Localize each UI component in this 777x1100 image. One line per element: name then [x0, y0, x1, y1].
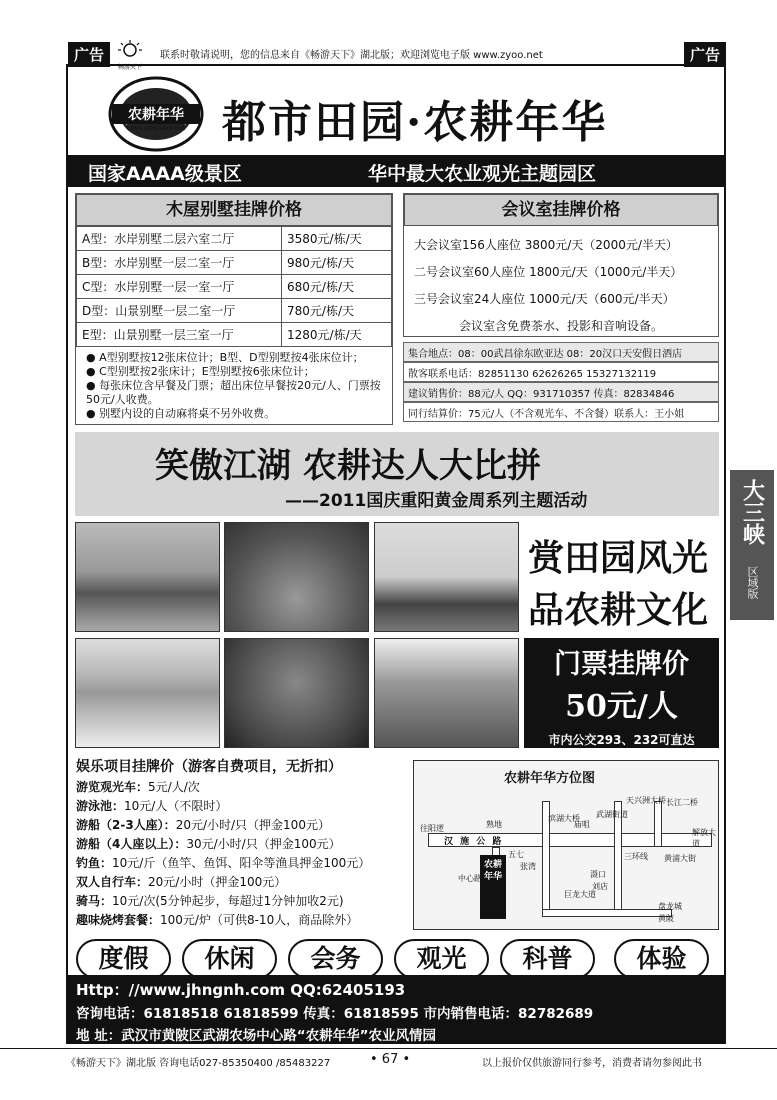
villa-section: [75, 193, 393, 425]
table-row: D型：山景别墅一层二室一厅 780元/栋/天: [77, 299, 392, 323]
meeting-section: [403, 193, 719, 337]
meeting-info: [403, 342, 719, 422]
banner-bar: [68, 155, 724, 187]
photo-vines: [224, 638, 369, 748]
photo-visitors: [374, 638, 519, 748]
logo-icon: [112, 38, 148, 71]
meeting-rows: [404, 226, 718, 346]
list-item: 建议销售价：88元/人 QQ：931710357 传真：82834846: [403, 382, 719, 402]
footer-right: 以上报价仅供旅游同行参考，消费者请勿参阅此书: [482, 1058, 702, 1069]
footer-left: 《畅游天下》湖北版 咨询电话027-85350400 /85483227: [66, 1058, 331, 1069]
table-row: C型：水岸别墅一层一室一厅 680元/栋/天: [77, 275, 392, 299]
banner-right: 华中最大农业观光主题园区: [368, 163, 597, 185]
logo-caption: 畅游天下: [117, 64, 142, 71]
brand-title: 都市田园·农耕年华: [222, 97, 608, 148]
table-row: E型：山景别墅一层三室一厅 1280元/栋/天: [77, 323, 392, 347]
ad-tag-left: 广告: [68, 42, 110, 67]
pill-conference: 会务: [288, 939, 383, 979]
table-row: A型：水岸别墅二层六室二厅 3580元/栋/天: [77, 227, 392, 251]
ticket-price: 50元/人: [565, 689, 678, 724]
list-item: 会议室含免费茶水、投影和音响设备。: [458, 319, 663, 333]
banner-left: 国家AAAA级景区: [88, 163, 242, 185]
list-item: 集合地点：08：00武昌徐东欧亚达 08：20汉口天安假日酒店: [403, 342, 719, 362]
list-item: 二号会议室60人座位 1800元/天（1000元/半天）: [414, 265, 683, 279]
region-name: 大三峡: [739, 479, 765, 545]
event-subtitle: ——2011国庆重阳黄金周系列主题活动: [285, 491, 588, 511]
photo-bull-statue: [374, 522, 519, 632]
pill-vacation: 度假: [76, 939, 171, 979]
slogan-line1: 赏田园风光: [528, 537, 709, 579]
contact-web: Http：//www.jhngnh.com QQ:62405193: [76, 981, 406, 999]
footer-rule: [0, 1048, 777, 1049]
brand-logo: [106, 74, 206, 154]
list-item: ● 别墅内设的自动麻将桌不另外收费。: [86, 407, 276, 420]
entertainment-list: [76, 778, 456, 930]
list-item: 双人自行车：20元/小时（押金100元）: [76, 875, 287, 889]
list-item: 同行结算价：75元/人（不含观光车、不含餐）联系人：王小姐: [403, 402, 719, 422]
list-item: 游船（4人座以上）：30元/小时/只（押金100元）: [76, 837, 341, 851]
list-item: ● C型别墅按2张床计；E型别墅按6张床位计；: [86, 365, 315, 378]
event-title: 笑傲江湖 农耕达人大比拼: [155, 446, 541, 486]
location-map: 农耕年华方位图 农耕年华 汉 施 公 路 往阳逻 熟地 滨湖大桥 庙咀 武湖街道 天兴洲大桥 长江二桥 解放大道 三环线 黄浦大街 中心路 张湾 五七 巨龙大道 刘店 盘龙城 黄陂 滠口: [413, 760, 719, 930]
list-item: 游览观光车：5元/人/次: [76, 780, 200, 794]
slogan-line2: 品农耕文化: [528, 589, 709, 631]
list-item: 趣味烧烤套餐：100元/炉（可供8-10人，商品除外）: [76, 913, 359, 927]
map-title: 农耕年华方位图: [504, 771, 596, 786]
list-item: 游船（2-3人座）：20元/小时/只（押金100元）: [76, 818, 330, 832]
region-tab: [730, 470, 774, 620]
page-number: • 67 •: [370, 1052, 411, 1067]
entertainment-heading: 娱乐项目挂牌价（游客自费项目，无折扣）: [76, 759, 342, 775]
list-item: 大会议室156人座位 3800元/天（2000元/半天）: [414, 238, 678, 252]
pill-sightseeing: 观光: [394, 939, 489, 979]
ad-tag-right: 广告: [684, 42, 726, 67]
map-nghh-marker: 农耕年华: [480, 855, 506, 919]
header-notice: 联系时敬请说明，您的信息来自《畅游天下》湖北版；欢迎浏览电子版 www.zyoo.net: [160, 50, 543, 61]
list-item: 三号会议室24人座位 1000元/天（600元/半天）: [414, 292, 675, 306]
photo-villas: [75, 522, 220, 632]
contact-address: 地 址：武汉市黄陂区武湖农场中心路“农耕年华”农业风情园: [76, 1028, 436, 1044]
pill-leisure: 休闲: [182, 939, 277, 979]
pill-science: 科普: [500, 939, 595, 979]
photo-pumpkins: [224, 522, 369, 632]
map-road-changjiang: [654, 801, 662, 847]
event-banner: [75, 432, 719, 516]
list-item: 钓鱼：10元/斤（鱼竿、鱼饵、阳伞等渔具押金100元）: [76, 856, 371, 870]
pill-experience: 体验: [614, 939, 709, 979]
contact-block: [68, 975, 724, 1042]
list-item: ● A型别墅按12张床位计；B型、D型别墅按4张床位计；: [86, 351, 364, 364]
villa-heading: 木屋别墅挂牌价格: [76, 194, 392, 226]
list-item: 游泳池：10元/人（不限时）: [76, 799, 228, 813]
list-item: 散客联系电话：82851130 62626265 15327132119: [403, 362, 719, 382]
photo-fields: [75, 638, 220, 748]
ticket-bus: 市内公交293、232可直达: [548, 733, 695, 747]
villa-table: [76, 226, 392, 347]
table-row: B型：水岸别墅一层二室一厅 980元/栋/天: [77, 251, 392, 275]
meeting-heading: 会议室挂牌价格: [404, 194, 718, 226]
list-item: ● 每张床位含早餐及门票；超出床位早餐按20元/人、门票按50元/人收费。: [86, 379, 381, 406]
map-road-julong: [542, 909, 672, 917]
region-sub: 区域版: [746, 565, 759, 599]
contact-phone: 咨询电话：61818518 61818599 传真：61818595 市内销售电话：82782689: [76, 1006, 594, 1022]
list-item: 骑马：10元/次(5分钟起步，每超过1分钟加收2元): [76, 894, 344, 908]
ticket-label: 门票挂牌价: [554, 649, 689, 680]
brand-logo-text: 农耕年华: [112, 104, 200, 124]
ticket-box: [524, 638, 719, 748]
brand-logo-subtext: NONG GENG NIAN HUA: [127, 126, 185, 132]
villa-notes: [76, 347, 392, 421]
